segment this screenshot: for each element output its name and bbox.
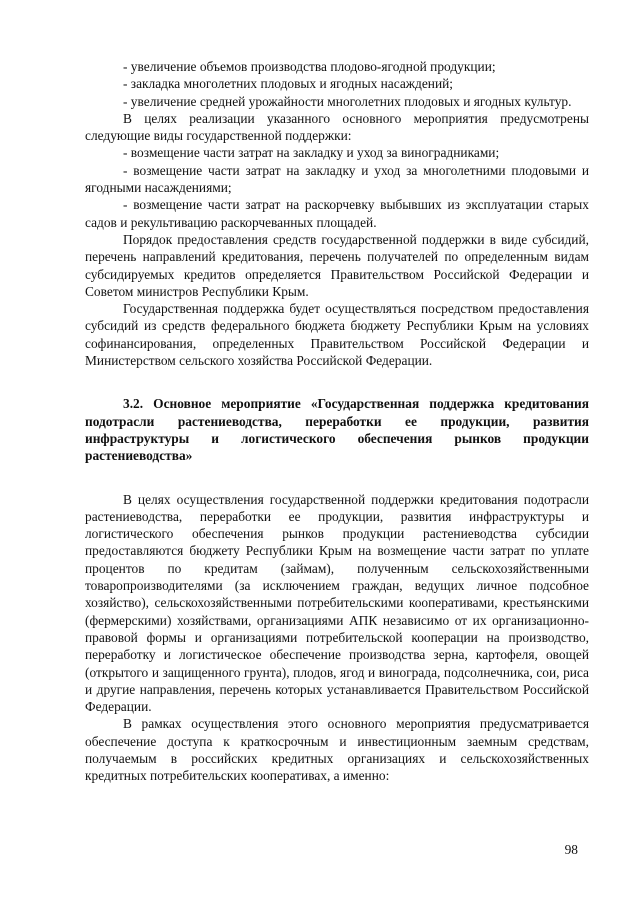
paragraph: В целях осуществления государственной поддержки кредитования подотрасли растениеводства, переработки ее продукции, развития инфраструктуры и логистического обеспечения рынков продукции растениеводства субсидии предоставляются бюджету Республики Крым на возмещение части затрат по уплате процентов по кредитам (займам), полученным сельскохозяйственными товаропроизводителями (за исключением граждан, ведущих личное подсобное хозяйство), сельскохозяйственными потребительскими кооперативами, крестьянскими (фермерскими) хозяйствами, организациями АПК независимо от их организационно-правовой формы и организациями потребительской кооперации на производство, переработку и логистическое обеспечение производства зерна, картофеля, овощей (открытого и защищенного грунта), плодов, ягод и винограда, подсолнечника, сои, риса и другие направления, перечень которых устанавливается Правительством Российской Федерации. [85,491,589,715]
list-item: - закладка многолетних плодовых и ягодных насаждений; [123,76,454,92]
paragraph: В целях реализации указанного основного мероприятия предусмотрены следующие виды государственной поддержки: [85,110,589,144]
list-item: - увеличение средней урожайности многолетних плодовых и ягодных культур. [123,93,572,109]
paragraph: В рамках осуществления этого основного мероприятия предусматривается обеспечение доступа к краткосрочным и инвестиционным заемным средствам, получаемым в российских кредитных организациях и сельскохозяйственных кредитных потребительских кооперативах, а именно: [85,716,589,784]
list-item: - возмещение части затрат на закладку и уход за многолетними плодовыми и ягодными насаждениями; [85,162,589,196]
body-text [85,58,589,785]
paragraph: Порядок предоставления средств государственной поддержки в виде субсидий, перечень направлений кредитования, перечень получателей по определенным видам субсидируемых кредитов определяется Правительством Российской Федерации и Советом министров Республики Крым. [85,231,589,299]
list-item: - увеличение объемов производства плодово-ягодной продукции; [123,59,496,74]
list-item: - возмещение части затрат на раскорчевку выбывших из эксплуатации старых садов и рекультивацию раскорчеванных площадей. [85,197,589,230]
section-heading: 3.2. Основное мероприятие «Государственная поддержка кредитования подотрасли растениеводства, переработки ее продукции, развития инфраструктуры и логистического обеспечения рынков продукции растениеводства» [85,396,589,464]
page-number: 98 [564,842,578,857]
paragraph: Государственная поддержка будет осуществляться посредством предоставления субсидий из средств федерального бюджета бюджету Республики Крым на условиях софинансирования, определенных Правительством Российской Федерации и Министерством сельского хозяйства Российской Федерации. [85,301,589,369]
list-item: - возмещение части затрат на закладку и уход за виноградниками; [123,145,500,161]
